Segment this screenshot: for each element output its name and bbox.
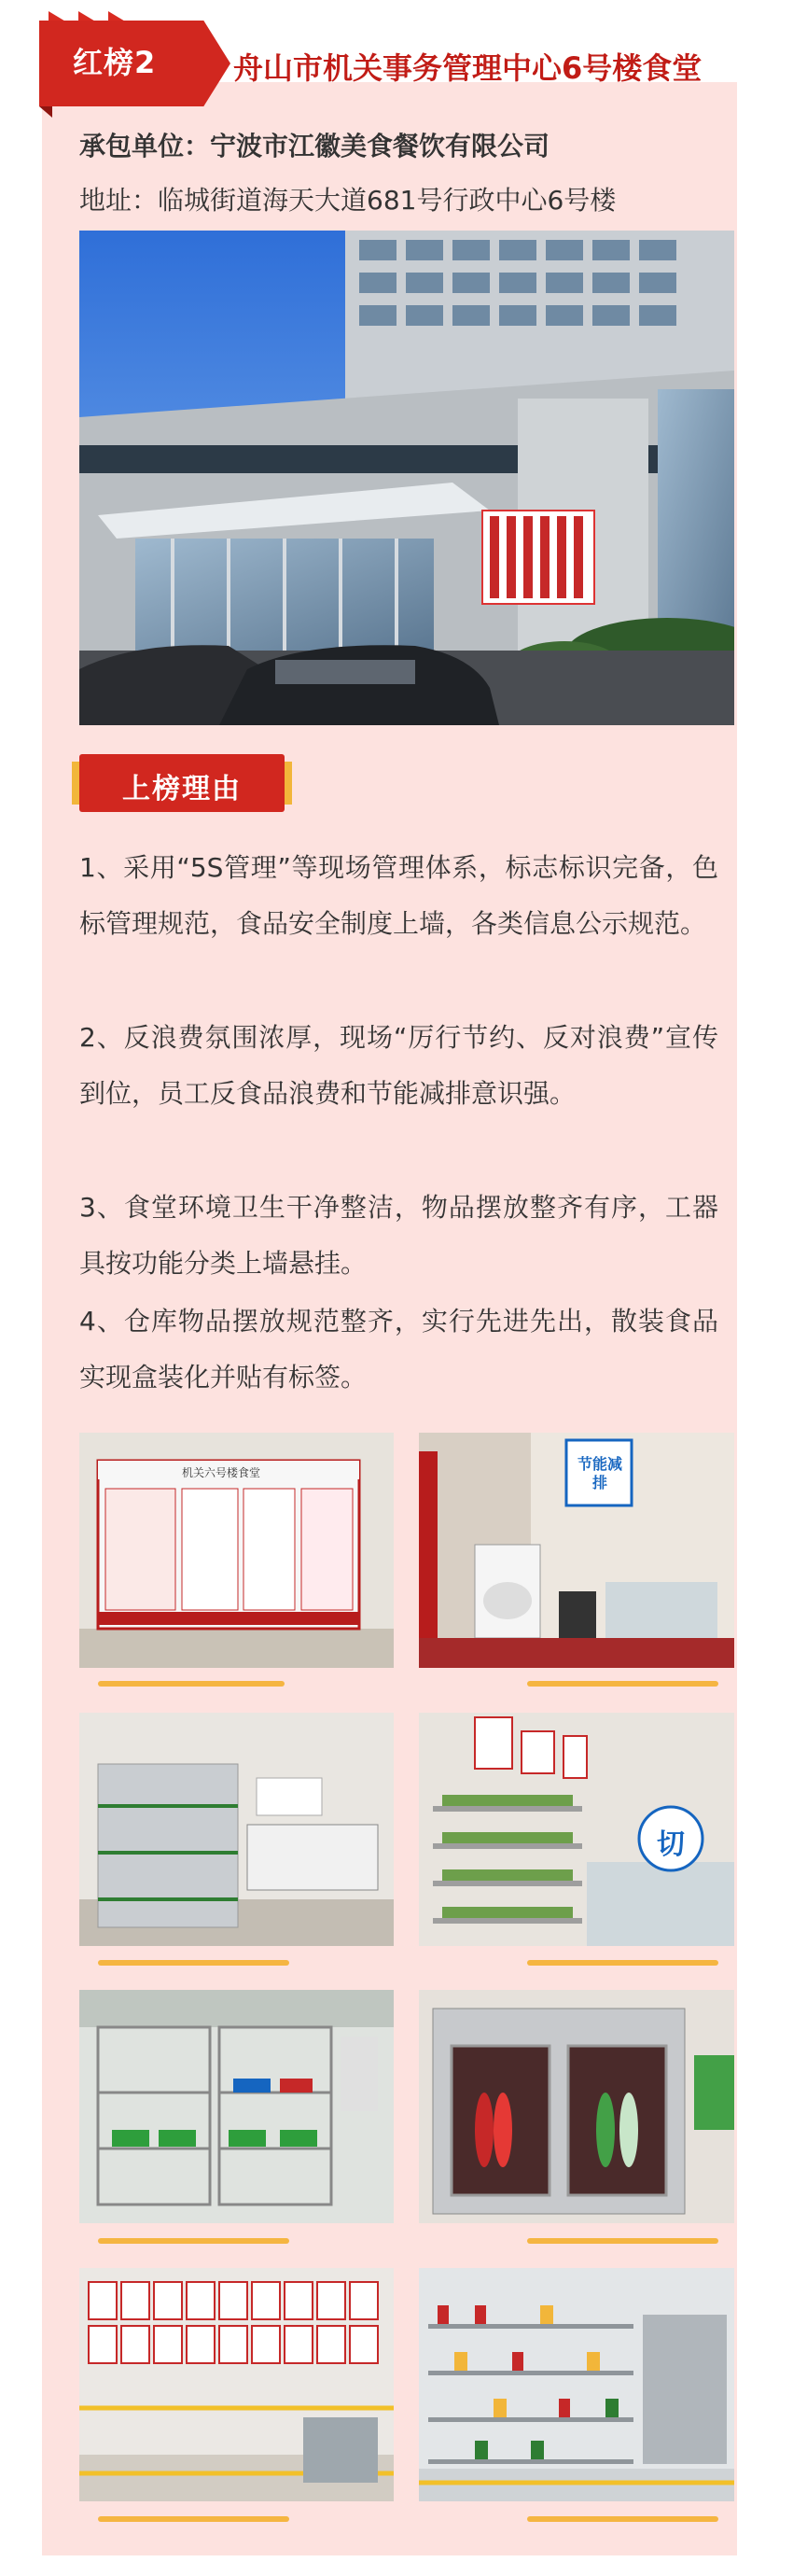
- contractor-value: 宁波市江徽美食餐饮有限公司: [210, 131, 550, 161]
- contractor-label: 承包单位：: [79, 131, 211, 161]
- photo-underline: [527, 1681, 718, 1687]
- photo-storage-cabinet: [79, 1713, 394, 1946]
- photo-underline: [527, 2238, 718, 2244]
- reason-item-2: 2、反浪费氛围浓厚，现场“厉行节约、反对浪费”宣传到位，员工反食品浪费和节能减排意识强。: [79, 1022, 718, 1109]
- reason-tag-label: 上榜理由: [122, 773, 242, 805]
- photo-notice-board: [79, 1433, 394, 1668]
- photo-underline: [98, 2238, 289, 2244]
- building-illustration: [79, 231, 734, 725]
- ribbon-fold: [39, 106, 52, 118]
- address-line: [79, 180, 616, 217]
- photo-pantry-shelves: [419, 2268, 734, 2501]
- reason-item-4: 4、仓库物品摆放规范整齐，实行先进先出，散装食品实现盒装化并贴有标签。: [79, 1306, 718, 1393]
- notice-board-title: 机关六号楼食堂: [182, 1466, 261, 1479]
- reason-item-1: 1、采用“5S管理”等现场管理体系，标志标识完备，色标管理规范，食品安全制度上墙，各类信息公示规范。: [79, 852, 718, 939]
- building-photo: [79, 231, 734, 725]
- address-value: 临城街道海天大道681号行政中心6号楼: [158, 185, 617, 216]
- rank-label: 红榜2: [73, 45, 157, 80]
- canteen-title: 舟山市机关事务管理中心6号楼食堂: [233, 50, 703, 86]
- photo-vegetable-shelf: [419, 1713, 734, 1946]
- photo-underline: [527, 1960, 718, 1966]
- reason-tag: [79, 754, 285, 812]
- reason-item-3: 3、食堂环境卫生干净整洁，物品摆放整齐有序，工器具按功能分类上墙悬挂。: [79, 1192, 718, 1279]
- photo-warehouse-wall: [79, 2268, 394, 2501]
- photo-basket-rack: [79, 1990, 394, 2223]
- photo-sterilizer: [419, 1990, 734, 2223]
- address-label: 地址：: [79, 185, 159, 216]
- photo-underline: [98, 1960, 289, 1966]
- energy-sign: 节能减排: [577, 1455, 622, 1491]
- cut-sign: 切: [657, 1828, 685, 1861]
- photo-underline: [98, 1681, 285, 1687]
- photo-underline: [527, 2516, 718, 2522]
- photo-underline: [98, 2516, 289, 2522]
- contractor-line: [79, 126, 550, 163]
- photo-energy-saving: [419, 1433, 734, 1668]
